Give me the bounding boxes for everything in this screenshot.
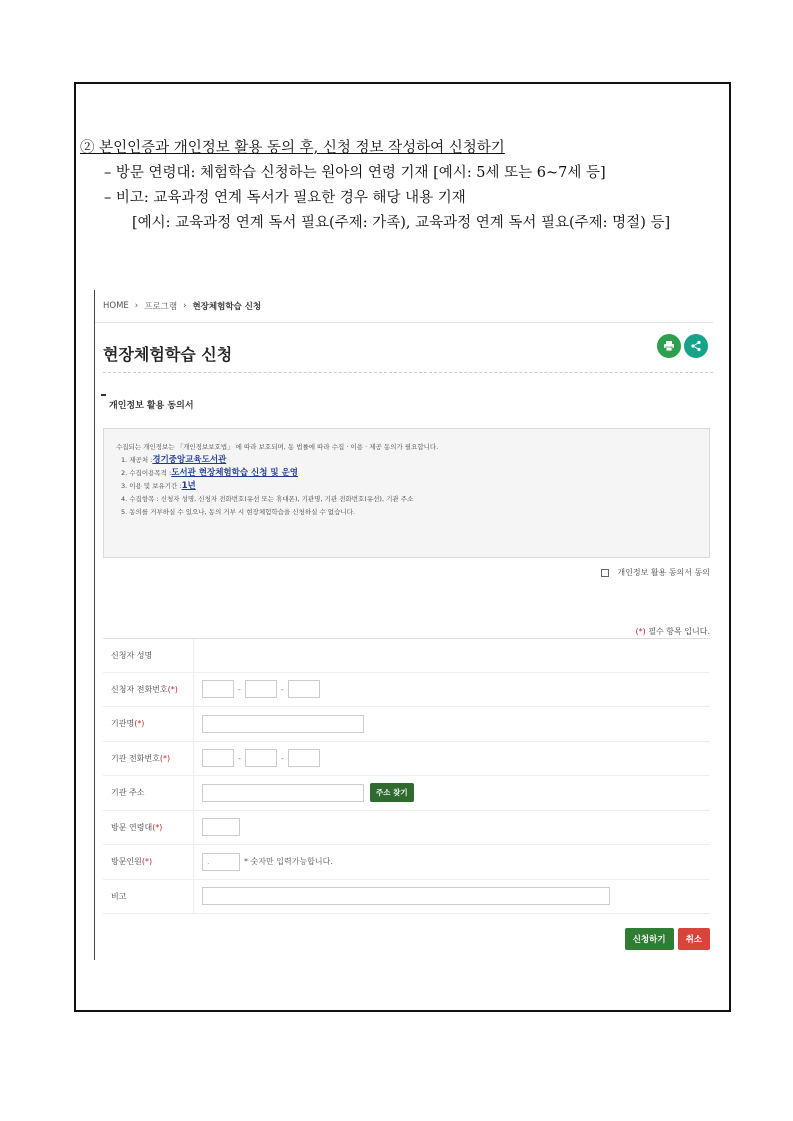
- org-address-label: 기관 주소: [103, 776, 194, 810]
- consent-section-title: 개인정보 활용 동의서: [101, 398, 194, 411]
- step-heading: ② 본인인증과 개인정보 활용 동의 후, 신청 정보 작성하여 신청하기: [80, 140, 505, 156]
- instruction-remarks: – 비고: 교육과정 연계 독서가 필요한 경우 해당 내용 기재: [104, 190, 466, 206]
- consent-item-1: 1. 제공처 :경기중앙교육도서관: [121, 455, 227, 465]
- print-icon[interactable]: [657, 334, 681, 358]
- org-phone-label: 기관 전화번호 (*): [103, 742, 194, 776]
- org-phone-3-input[interactable]: [288, 749, 320, 767]
- breadcrumb-program[interactable]: 프로그램: [144, 302, 178, 312]
- instruction-remarks-example: [예시: 교육과정 연계 독서 필요(주제: 가족), 교육과정 연계 독서 필요(주제: 명절) 등]: [132, 215, 671, 231]
- visitors-label: 방문인원 (*): [103, 845, 194, 879]
- chevron-right-icon: ›: [183, 301, 187, 311]
- form-row-age-group: [103, 811, 710, 846]
- embedded-screenshot: [94, 290, 714, 960]
- applicant-name-label: 신청자 성명: [103, 639, 194, 672]
- chevron-right-icon: ›: [134, 301, 139, 311]
- form-actions: [625, 928, 710, 950]
- cancel-button[interactable]: 취소: [678, 928, 710, 950]
- applicant-phone-3-input[interactable]: [288, 680, 320, 698]
- title-divider: [103, 372, 713, 373]
- consent-item-4: 4. 수집항목 : 신청자 성명, 신청자 전화번호(유선 또는 휴대폰), 기관명, 기관 전화번호(유선), 기관 주소: [121, 495, 414, 503]
- share-icon[interactable]: [684, 334, 708, 358]
- breadcrumb-current: 현장체험학습 신청: [192, 302, 262, 312]
- org-phone-2-input[interactable]: [245, 749, 277, 767]
- age-group-label: 방문 연령대 (*): [103, 811, 194, 845]
- required-note: (*) 필수 항목 입니다.: [635, 627, 710, 636]
- form-row-remarks: [103, 880, 710, 915]
- consent-item-3: 3. 이용 및 보유기간 :1년: [121, 481, 196, 491]
- breadcrumb-home[interactable]: HOME: [103, 301, 129, 311]
- consent-item-5: 5. 동의를 거부하실 수 있으나, 동의 거부 시 현장체험학습을 신청하실 수 없습니다.: [121, 508, 355, 516]
- org-address-input[interactable]: [202, 784, 364, 802]
- consent-box: [103, 428, 710, 558]
- application-form: [103, 638, 710, 914]
- form-row-org-address: [103, 776, 710, 811]
- age-group-input[interactable]: [202, 818, 240, 836]
- form-row-org-phone: 기관 전화번호 (*) - -: [103, 742, 710, 777]
- form-row-org-name: [103, 707, 710, 742]
- visitors-hint: * 숫자만 입력가능합니다.: [244, 857, 333, 867]
- consent-intro: 수집되는 개인정보는 「개인정보보호법」 에 따라 보호되며, 동 법률에 따라 수집 · 이용 · 제공 동의가 필요합니다.: [116, 443, 439, 451]
- applicant-phone-2-input[interactable]: [245, 680, 277, 698]
- remarks-label: 비고: [103, 880, 194, 914]
- instruction-age: – 방문 연령대: 체험학습 신청하는 원아의 연령 기재 [예시: 5세 또는 6~7세 등]: [104, 165, 606, 181]
- page-title: 현장체험학습 신청: [103, 345, 233, 364]
- applicant-phone-label: 신청자 전화번호 (*): [103, 673, 194, 707]
- visitors-input[interactable]: .: [202, 853, 240, 871]
- breadcrumb: [103, 300, 261, 312]
- section-marker: [101, 394, 106, 396]
- consent-agree[interactable]: [601, 567, 710, 578]
- org-name-label: 기관명 (*): [103, 707, 194, 741]
- form-row-visitors: [103, 845, 710, 880]
- org-name-input[interactable]: [202, 715, 364, 733]
- submit-button[interactable]: 신청하기: [625, 928, 674, 950]
- form-row-applicant-phone: 신청자 전화번호 (*) - -: [103, 673, 710, 708]
- form-row-applicant-name: [103, 638, 710, 673]
- consent-item-2: 2. 수집이용목적 :도서관 현장체험학습 신청 및 운영: [121, 468, 298, 478]
- instructions: [80, 136, 720, 236]
- page-tools: [657, 334, 708, 358]
- agree-checkbox[interactable]: [601, 569, 609, 577]
- breadcrumb-divider: [95, 322, 713, 323]
- remarks-input[interactable]: [202, 887, 610, 905]
- applicant-phone-1-input[interactable]: [202, 680, 234, 698]
- org-phone-1-input[interactable]: [202, 749, 234, 767]
- address-search-button[interactable]: 주소 찾기: [370, 783, 414, 802]
- agree-label: 개인정보 활용 동의서 동의: [617, 568, 710, 577]
